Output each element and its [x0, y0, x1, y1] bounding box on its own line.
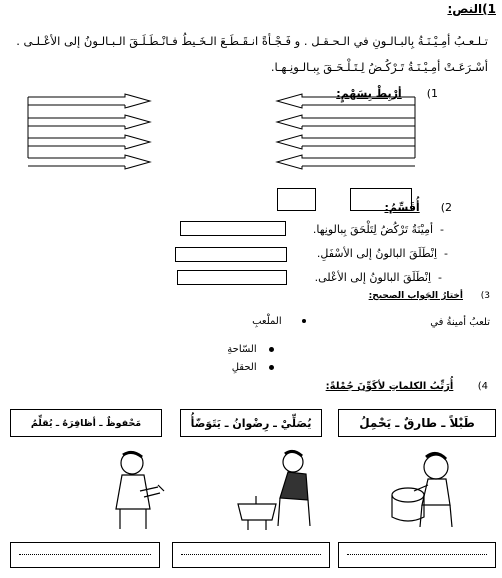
- boy-cutting-nails-icon: [100, 447, 180, 532]
- sentence-2-text: اِنْطَلَقَ البالونُ إلى الأسْفَلِ.: [316, 247, 438, 260]
- boy-with-drum-icon: [348, 445, 468, 530]
- boy-washing-icon: [228, 448, 328, 533]
- section-4-number: 4): [477, 381, 488, 392]
- word-group-2: [180, 409, 322, 437]
- left-arrows-icon: [28, 94, 150, 169]
- sentence-dash: -: [433, 223, 444, 236]
- sentence-dash: -: [437, 247, 448, 260]
- right-arrows-icon: [277, 94, 415, 169]
- word-group-1-text: طَبْلاً ـ طارقٌ ـ يَحْمِلُ: [359, 416, 475, 430]
- option-1[interactable]: [252, 316, 306, 327]
- answer-line-2[interactable]: [172, 542, 330, 568]
- word-group-3-text: مَحْفوظٌ ـ أظافِرَهُ ـ يُقلِّمُ: [30, 417, 142, 429]
- option-3-text: الحقلِ: [231, 362, 257, 373]
- section-4-heading: [326, 381, 488, 392]
- sentence-2: [317, 247, 448, 260]
- section-3-number: 3): [480, 291, 490, 301]
- section-3-title: أختارُ الجَواب الصحيح:: [368, 291, 463, 301]
- answer-line-1[interactable]: [338, 542, 496, 568]
- section-2-heading: [385, 201, 453, 214]
- paragraph-line-2: أسْـرَعَـتْ أمِـيْـنَـةُ تَـرْكُـضُ لِـتَـلْـحَـقَ بِبـالـونِـهـا.: [270, 60, 488, 74]
- answer-field-3[interactable]: [177, 270, 287, 285]
- section-3-heading: [369, 291, 490, 301]
- sentence-dash: -: [431, 271, 442, 284]
- option-1-text: الملْعبِ: [252, 316, 282, 327]
- section-2-number: 2): [440, 201, 452, 214]
- answer-field-2[interactable]: [175, 247, 287, 262]
- option-bullet: [269, 365, 274, 370]
- answer-box-small[interactable]: [277, 188, 316, 211]
- arrow-matching-diagram: [0, 80, 502, 190]
- question-stem: تلعبُ أمينةُ في: [430, 317, 490, 328]
- answer-field-1[interactable]: [180, 221, 286, 236]
- option-2[interactable]: [227, 344, 274, 355]
- section-4-title: أُرَتِّبُ الكلماتِ لأكَوِّنَ جُمْلةً:: [325, 381, 454, 392]
- section-1-title: أرْبِطْ بِسَهْمٍ:: [336, 87, 402, 100]
- section-1-number: 1): [426, 87, 438, 100]
- sentence-1-text: أمِيْنَةُ تَرْكُضُ لِتَلْحَقَ بِبالونِها.: [312, 223, 434, 236]
- word-group-2-text: يُصَلِّيْ ـ رِضْوانُ ـ يَتَوَضّأُ: [190, 416, 312, 430]
- option-bullet: [302, 319, 306, 323]
- sentence-3: [315, 271, 442, 284]
- option-bullet: [269, 347, 274, 352]
- section-2-title: أُقَسِّمُ:: [384, 201, 420, 214]
- paragraph-line-1: تـلـعـبُ أمِـيْـنَـةُ بِالبـالـونِ في الـحـقـل . و فَـجْـأةً انـقَـطَـعَ الـخَـيطُ فـانْـطَـلَـقَ الـبـالـونُ إلى الأعْـلـى .: [16, 34, 488, 48]
- option-3[interactable]: [232, 362, 274, 373]
- word-group-3: [10, 409, 162, 437]
- word-group-1: [338, 409, 496, 437]
- answer-line-3[interactable]: [10, 542, 160, 568]
- sentence-3-text: اِنْطَلَقَ البالونُ إلى الأعْلى.: [314, 271, 432, 284]
- option-2-text: السّاحةِ: [227, 344, 257, 355]
- page-title: 1)النص:: [447, 2, 496, 16]
- sentence-1: [313, 223, 444, 236]
